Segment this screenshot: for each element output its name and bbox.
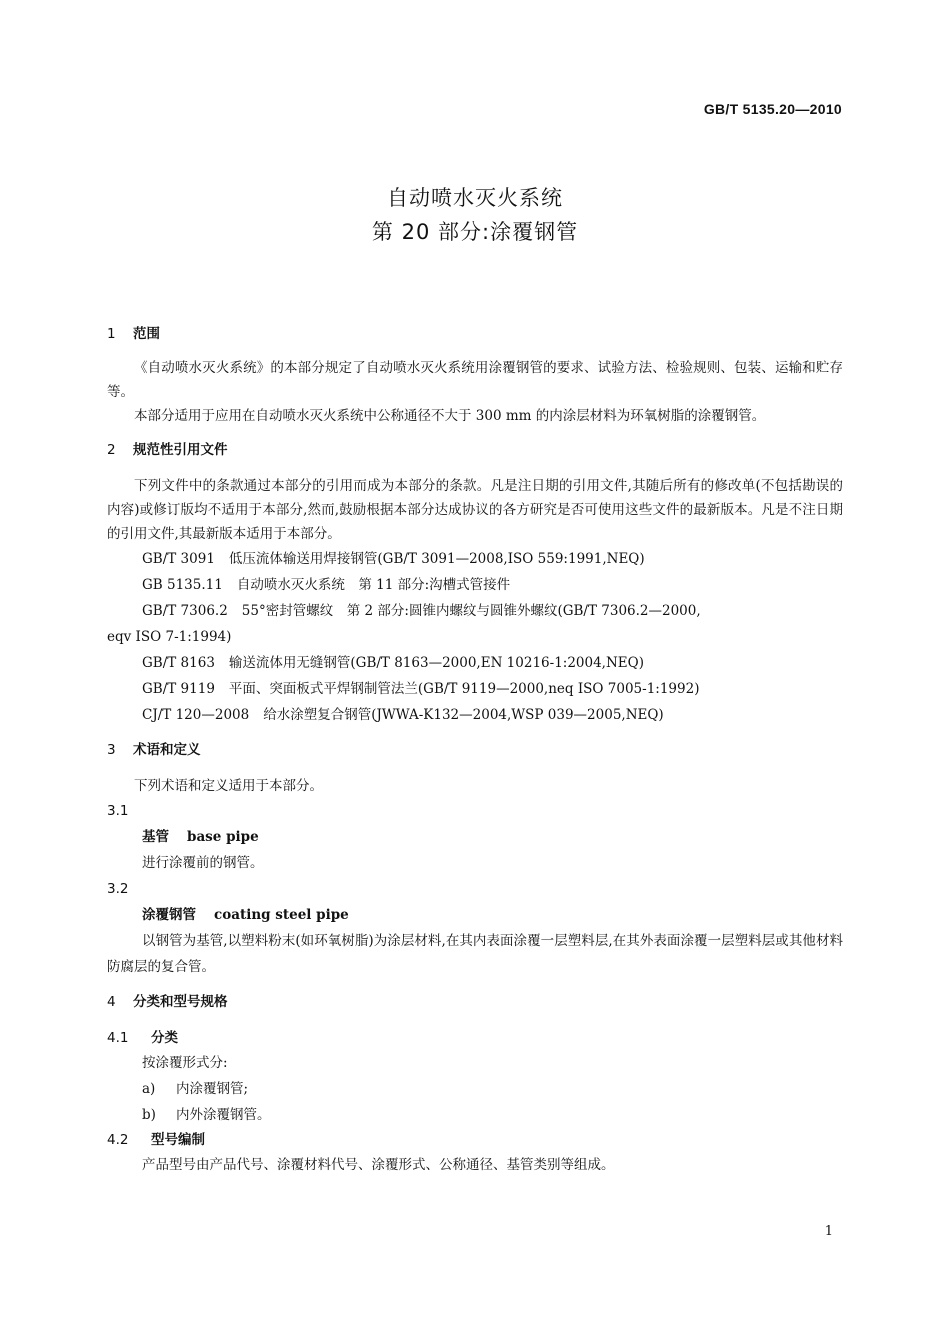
reference-item: GB/T 3091 低压流体输送用焊接钢管(GB/T 3091—2008,ISO 559:1991,NEQ) [142,551,645,567]
section-3-intro: 下列术语和定义适用于本部分。 [134,778,323,794]
model-code-text: 产品型号由产品代号、涂覆材料代号、涂覆形式、公称通径、基管类别等组成。 [142,1157,615,1173]
section-1-heading: 1 范围 [107,326,160,342]
term-number: 3.2 [107,881,129,897]
standard-number: GB/T 5135.20—2010 [703,101,842,117]
section-3-heading: 3 术语和定义 [107,742,201,758]
list-item: b) 内外涂覆钢管。 [142,1107,271,1123]
subsection-4-1-heading: 4.1 分类 [107,1030,178,1046]
term-number: 3.1 [107,803,129,819]
document-title [0,181,950,249]
section-4-heading: 4 分类和型号规格 [107,994,228,1010]
title-line-2: 第 20 部分:涂覆钢管 [371,220,579,244]
section-1-paragraph-2: 本部分适用于应用在自动喷水灭火系统中公称通径不大于 300 mm 的内涂层材料为环氧树脂的涂覆钢管。 [134,408,766,424]
title-line-1: 自动喷水灭火系统 [387,186,563,210]
subsection-4-2-heading: 4.2 型号编制 [107,1132,205,1148]
reference-item-continuation: eqv ISO 7-1:1994) [107,629,232,645]
reference-item: GB/T 9119 平面、突面板式平焊钢制管法兰(GB/T 9119—2000,neq ISO 7005-1:1992) [142,681,700,697]
document-body [107,322,843,1178]
term-name: 基管 base pipe [142,829,259,845]
term-definition: 以钢管为基管,以塑料粉末(如环氧树脂)为涂层材料,在其内表面涂覆一层塑料层,在其外表面涂覆一层塑料层或其他材料防腐层的复合管。 [107,933,843,975]
list-item: a) 内涂覆钢管; [142,1081,249,1097]
section-1-paragraph-1: 《自动喷水灭火系统》的本部分规定了自动喷水灭火系统用涂覆钢管的要求、试验方法、检验规则、包装、运输和贮存等。 [107,360,843,400]
term-definition: 进行涂覆前的钢管。 [142,855,264,871]
reference-item: GB 5135.11 自动喷水灭火系统 第 11 部分:沟槽式管接件 [142,577,511,593]
reference-item: GB/T 7306.2 55°密封管螺纹 第 2 部分:圆锥内螺纹与圆锥外螺纹(GB/T 7306.2—2000, [142,603,701,619]
reference-item: CJ/T 120—2008 给水涂塑复合钢管(JWWA-K132—2004,WSP 039—2005,NEQ) [142,707,664,723]
term-name: 涂覆钢管 coating steel pipe [142,907,349,923]
page-number: 1 [824,1224,833,1239]
section-2-heading: 2 规范性引用文件 [107,442,228,458]
classification-intro: 按涂覆形式分: [142,1055,228,1071]
section-2-intro: 下列文件中的条款通过本部分的引用而成为本部分的条款。凡是注日期的引用文件,其随后所有的修改单(不包括勘误的内容)或修订版均不适用于本部分,然而,鼓励根据本部分达成协议的各方研究是否可使用这些文件的最新版本。凡是不注日期的引用文件,其最新版本适用于本部分。 [107,478,843,542]
reference-item: GB/T 8163 输送流体用无缝钢管(GB/T 8163—2000,EN 10216-1:2004,NEQ) [142,655,644,671]
